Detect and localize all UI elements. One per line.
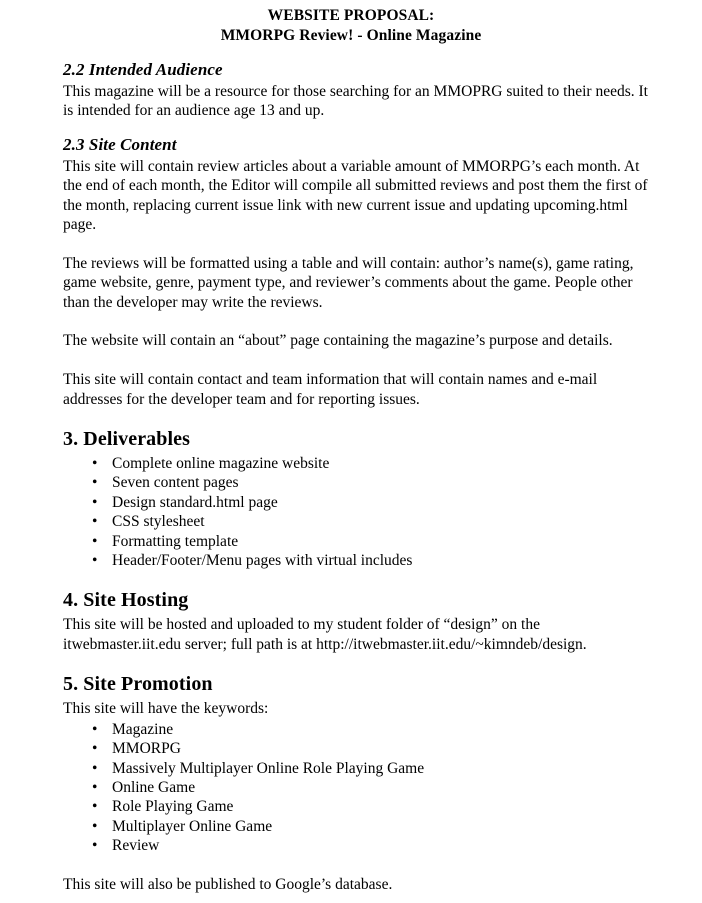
list-keywords <box>63 720 650 856</box>
paragraph-site-content-1: This site will contain review articles about a variable amount of MMORPG’s each month. At the end of each month, the Editor will compile all submitted reviews and post them the first of the month, replacing current issue link with new current issue and updating upcoming.html page. <box>63 157 648 234</box>
list-item <box>63 454 650 473</box>
list-item <box>63 551 650 570</box>
bullet-icon: • <box>92 817 98 835</box>
spacer <box>63 856 650 875</box>
bullet-icon: • <box>92 532 98 550</box>
list-item <box>63 836 650 855</box>
list-item-label: Complete online magazine website <box>112 455 330 473</box>
paragraph-site-promotion-closing: This site will also be published to Google’s database. <box>63 875 393 893</box>
list-item <box>63 817 650 836</box>
list-item-label: MMORPG <box>112 740 181 758</box>
list-item <box>63 739 650 758</box>
list-item-label: Seven content pages <box>112 474 239 492</box>
paragraph-site-promotion-intro: This site will have the keywords: <box>63 700 269 718</box>
paragraph-site-content-4: This site will contain contact and team information that will contain names and e-mail addresses for the developer team and for reporting issues. <box>63 371 598 408</box>
list-item-label: Role Playing Game <box>112 798 234 816</box>
list-item-label: Online Game <box>112 778 196 796</box>
bullet-icon: • <box>92 474 98 492</box>
bullet-icon: • <box>92 837 98 855</box>
document-title <box>0 0 702 46</box>
list-item <box>63 512 650 531</box>
list-item <box>63 720 650 739</box>
list-deliverables <box>63 454 650 570</box>
heading-site-hosting: 4. Site Hosting <box>63 589 189 612</box>
heading-intended-audience: 2.2 Intended Audience <box>63 60 223 79</box>
paragraph-site-hosting: This site will be hosted and uploaded to my student folder of “design” on the itwebmaster.iit.edu server; full path is at http://itwebmaster.iit.edu/~kimndeb/design. <box>63 616 587 653</box>
list-item-label: Header/Footer/Menu pages with virtual includes <box>112 552 413 570</box>
paragraph-intended-audience: This magazine will be a resource for those searching for an MMOPRG suited to their needs. It is intended for an audience age 13 and up. <box>63 83 648 120</box>
list-item <box>63 778 650 797</box>
list-item <box>63 797 650 816</box>
bullet-icon: • <box>92 552 98 570</box>
bullet-icon: • <box>92 720 98 738</box>
heading-site-content: 2.3 Site Content <box>63 134 177 154</box>
document-title-line-2: MMORPG Review! - Online Magazine <box>220 27 482 44</box>
bullet-icon: • <box>92 798 98 816</box>
bullet-icon: • <box>92 513 98 531</box>
list-item <box>63 473 650 492</box>
list-item-label: Review <box>112 837 160 855</box>
document-body <box>63 59 650 894</box>
list-item-label: Massively Multiplayer Online Role Playing Game <box>112 759 425 777</box>
bullet-icon: • <box>92 493 98 511</box>
bullet-icon: • <box>92 759 98 777</box>
bullet-icon: • <box>92 740 98 758</box>
list-item <box>63 532 650 551</box>
list-item-label: CSS stylesheet <box>112 513 205 531</box>
heading-deliverables: 3. Deliverables <box>63 428 191 451</box>
list-item-label: Design standard.html page <box>112 493 278 511</box>
list-item <box>63 759 650 778</box>
paragraph-site-content-3: The website will contain an “about” page containing the magazine’s purpose and details. <box>63 332 613 350</box>
bullet-icon: • <box>92 778 98 796</box>
list-item-label: Formatting template <box>112 532 239 550</box>
list-item-label: Magazine <box>112 720 174 738</box>
document-title-line-1: WEBSITE PROPOSAL: <box>267 7 435 24</box>
list-item <box>63 493 650 512</box>
paragraph-site-content-2: The reviews will be formatted using a table and will contain: author’s name(s), game rating, game website, genre, payment type, and reviewer’s comments about the game. People other than the developer may write the reviews. <box>63 254 634 311</box>
list-item-label: Multiplayer Online Game <box>112 817 273 835</box>
heading-site-promotion: 5. Site Promotion <box>63 673 213 696</box>
bullet-icon: • <box>92 455 98 473</box>
